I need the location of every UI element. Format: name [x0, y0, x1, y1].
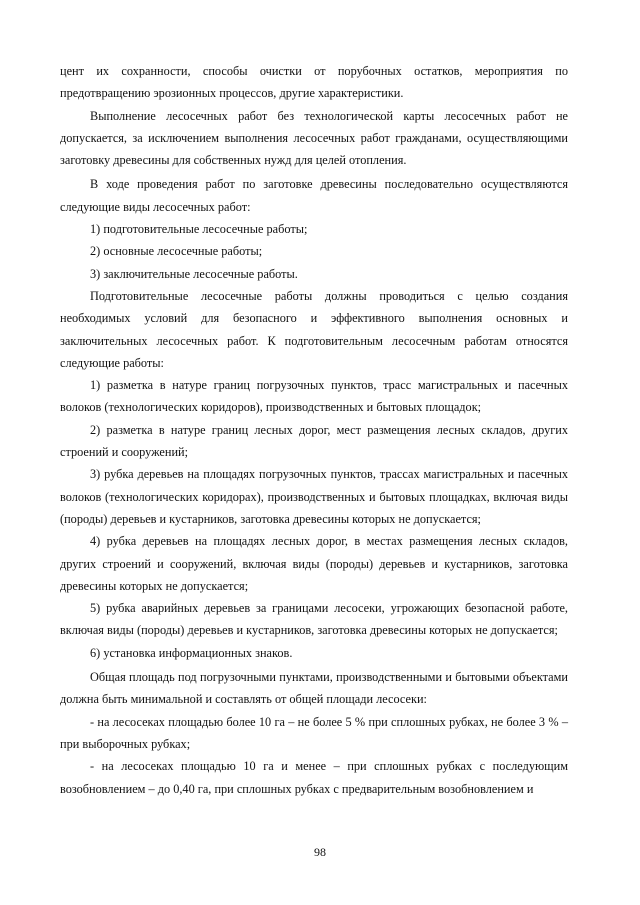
list-item-preparatory: 1) подготовительные лесосечные работы;: [90, 222, 308, 237]
list-item-felling-roads: 4) рубка деревьев на площадях лесных дорог, в местах размещения лесных складов, других строений и сооружений, включая виды (породы) деревьев и кустарников, заготовка древесины которых не допускается;: [60, 534, 568, 593]
list-item-area-over-10ha: - на лесосеках площадью более 10 га – не более 5 % при сплошных рубках, не более 3 % – при выборочных рубках;: [60, 714, 568, 751]
paragraph-work-types-intro: В ходе проведения работ по заготовке древесины последовательно осуществляются следующие виды лесосечных работ:: [60, 177, 568, 214]
list-item-info-signs: 6) установка информационных знаков.: [90, 645, 293, 660]
list-item-final: 3) заключительные лесосечные работы.: [90, 266, 298, 281]
paragraph-tech-map: Выполнение лесосечных работ без технологической карты лесосечных работ не допускается, за исключением выполнения лесосечных работ гражданами, осуществляющими заготовку древесины для собственных нужд для целей отопления.: [60, 108, 568, 168]
list-item-main: 2) основные лесосечные работы;: [90, 244, 263, 259]
document-page: [60, 60, 568, 800]
page-number: 98: [314, 845, 326, 859]
list-item-marking-points: 1) разметка в натуре границ погрузочных пунктов, трасс магистральных и пасечных волоков (технологических коридоров), производственных и бытовых площадок;: [60, 378, 568, 415]
paragraph-total-area: Общая площадь под погрузочными пунктами, производственными и бытовыми объектами должна быть минимальной и составлять от общей площади лесосеки:: [60, 670, 568, 707]
list-item-felling-points: 3) рубка деревьев на площадях погрузочных пунктов, трассах магистральных и пасечных волоков (технологических коридорах), производственных и бытовых площадках, включая виды (породы) деревьев и кустарников, заготовка древесины которых не допускается;: [60, 467, 568, 526]
paragraph-continuation: цент их сохранности, способы очистки от порубочных остатков, мероприятия по предотвращению эрозионных процессов, другие характеристики.: [60, 64, 568, 101]
list-item-felling-hazard-trees: 5) рубка аварийных деревьев за границами лесосеки, угрожающих безопасной работе, включая виды (породы) деревьев и кустарников, заготовка древесины которых не допускается;: [60, 601, 568, 638]
paragraph-preparatory-works: Подготовительные лесосечные работы должны проводиться с целью создания необходимых условий для безопасного и эффективного выполнения основных и заключительных лесосечных работ. К подготовительным лесосечным работам относятся следующие работы:: [60, 288, 568, 370]
list-item-area-10ha-or-less: - на лесосеках площадью 10 га и менее – при сплошных рубках с последующим возобновлением – до 0,40 га, при сплошных рубках с предварительным возобновлением и: [60, 759, 568, 796]
list-item-marking-roads: 2) разметка в натуре границ лесных дорог, мест размещения лесных складов, других строений и сооружений;: [60, 422, 568, 460]
